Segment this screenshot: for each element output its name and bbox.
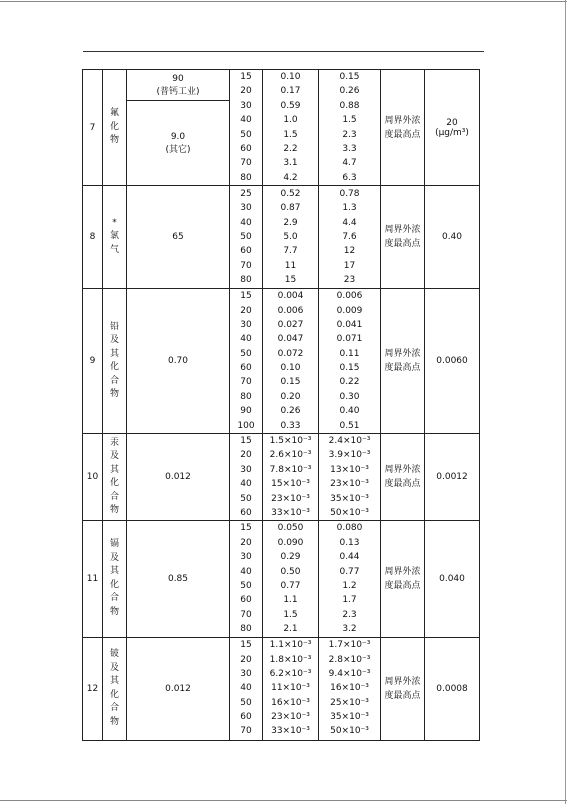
max-concentration bbox=[127, 434, 230, 521]
emission-rate-grade2-value: 23×10⁻³ bbox=[271, 712, 310, 723]
stack-height-value: 100 bbox=[237, 420, 255, 431]
pollutant-name-char: 化 bbox=[109, 478, 119, 489]
stack-height-value: 15 bbox=[240, 72, 252, 82]
row-number: 12 bbox=[83, 637, 103, 740]
monitoring-location-line: 周界外浓 bbox=[384, 465, 421, 476]
concentration-limit-value: 0.0012 bbox=[436, 472, 468, 483]
emission-rate-grade2-value: 6.2×10⁻³ bbox=[269, 668, 312, 679]
row-number: 9 bbox=[83, 289, 103, 434]
concentration-value: 0.85 bbox=[167, 573, 189, 584]
monitoring-location-line: 周界外浓 bbox=[384, 566, 421, 577]
emission-rate-grade2-value: 0.10 bbox=[280, 363, 301, 374]
stack-height bbox=[230, 70, 263, 186]
pollutant-name-char: 其 bbox=[109, 566, 119, 577]
emission-rate-grade2-value: 3.1 bbox=[283, 158, 298, 169]
concentration-value: 0.012 bbox=[165, 683, 191, 694]
emission-rate-grade3-value: 0.22 bbox=[339, 377, 360, 388]
concentration-subcell bbox=[127, 101, 229, 186]
emission-rate-grade2 bbox=[263, 521, 319, 637]
pollutant-name bbox=[103, 289, 127, 434]
emission-rate-grade2-value: 0.050 bbox=[277, 523, 304, 534]
emission-rate-grade2-value: 11 bbox=[284, 260, 297, 271]
emission-rate-grade3-value: 0.44 bbox=[339, 552, 360, 563]
emission-rate-grade2-value: 4.2 bbox=[283, 172, 298, 183]
pollutant-name-char: 及 bbox=[109, 335, 119, 346]
emission-rate-grade3-value: 7.6 bbox=[342, 231, 357, 242]
concentration-limit bbox=[425, 637, 480, 740]
concentration-limit-value: 0.40 bbox=[441, 232, 463, 243]
emission-rate-grade3 bbox=[319, 434, 381, 521]
emission-rate-grade3-value: 2.3 bbox=[342, 129, 357, 140]
stack-height-value: 60 bbox=[240, 246, 252, 257]
pollutant-name-char: 其 bbox=[109, 348, 119, 359]
pollutant-name-char: * bbox=[112, 217, 117, 228]
emission-rate-grade3-value: 1.3 bbox=[342, 203, 357, 214]
stack-height-value: 40 bbox=[240, 566, 252, 577]
stack-height-value: 50 bbox=[240, 129, 252, 140]
concentration-note: (普钙工业) bbox=[156, 86, 200, 97]
pollutant-name-char: 氯 bbox=[109, 231, 119, 242]
pollutant-name-char: 物 bbox=[109, 135, 119, 146]
emission-rate-grade2-value: 33×10⁻³ bbox=[271, 507, 310, 518]
pollutant-name-char: 铍 bbox=[109, 649, 119, 659]
emission-rate-grade3-value: 35×10⁻³ bbox=[330, 712, 369, 723]
stack-height-value: 50 bbox=[240, 580, 252, 591]
emission-rate-grade2-value: 0.072 bbox=[277, 348, 304, 359]
stack-height-value: 30 bbox=[240, 464, 252, 475]
pollutant-name bbox=[103, 186, 127, 289]
emission-rate-grade2-value: 1.5 bbox=[283, 129, 298, 140]
pollutant-row bbox=[83, 434, 480, 521]
pollutant-name-char: 及 bbox=[109, 552, 119, 563]
header-rule bbox=[83, 51, 484, 52]
pollutant-name bbox=[103, 521, 127, 637]
pollutant-row bbox=[83, 289, 480, 434]
row-number: 10 bbox=[83, 434, 103, 521]
pollutant-row bbox=[83, 637, 480, 740]
monitoring-location bbox=[381, 637, 425, 740]
concentration-value: 0.012 bbox=[165, 472, 191, 483]
monitoring-location-line: 周界外浓 bbox=[384, 676, 421, 687]
stack-height-value: 20 bbox=[240, 537, 252, 548]
stack-height-value: 70 bbox=[240, 726, 252, 737]
stack-height-value: 40 bbox=[240, 217, 252, 228]
stack-height-value: 60 bbox=[240, 595, 252, 606]
pollutant-name-char: 铅 bbox=[109, 321, 119, 332]
emission-rate-grade2-value: 33×10⁻³ bbox=[271, 726, 310, 737]
emission-rate-grade2-value: 0.33 bbox=[280, 420, 301, 431]
emission-rate-grade3-value: 1.7×10⁻³ bbox=[328, 640, 371, 651]
emission-rate-grade2-value: 0.15 bbox=[280, 377, 301, 388]
emission-rate-grade3-value: 0.13 bbox=[339, 537, 360, 548]
monitoring-location-line: 度最高点 bbox=[384, 363, 421, 374]
stack-height-value: 30 bbox=[240, 203, 252, 214]
stack-height-value: 20 bbox=[240, 86, 252, 97]
stack-height-value: 20 bbox=[240, 654, 252, 665]
monitoring-location bbox=[381, 434, 425, 521]
emission-rate-grade3 bbox=[319, 186, 381, 289]
stack-height-value: 50 bbox=[240, 231, 252, 242]
monitoring-location-line: 周界外浓 bbox=[384, 115, 421, 126]
emission-rate-grade3-value: 9.4×10⁻³ bbox=[328, 668, 371, 679]
stack-height bbox=[230, 521, 263, 637]
max-concentration bbox=[127, 70, 230, 186]
pollutant-name-char: 其 bbox=[109, 676, 119, 686]
row-number: 11 bbox=[83, 521, 103, 637]
emission-rate-grade3-value: 50×10⁻³ bbox=[330, 507, 369, 518]
emission-rate-grade2-value: 2.9 bbox=[283, 217, 298, 228]
emission-rate-grade3-value: 0.51 bbox=[339, 420, 360, 431]
row-number: 7 bbox=[83, 70, 103, 186]
emission-rate-grade2 bbox=[263, 434, 319, 521]
emission-rate-grade2-value: 15×10⁻³ bbox=[271, 479, 310, 490]
emission-rate-grade3-value: 1.2 bbox=[342, 580, 357, 591]
emission-rate-grade2-value: 0.20 bbox=[280, 391, 301, 402]
emission-rate-grade3-value: 16×10⁻³ bbox=[330, 683, 369, 694]
stack-height-value: 50 bbox=[240, 348, 252, 359]
pollutant-name-char: 物 bbox=[109, 389, 119, 400]
emission-rate-grade2-value: 1.5 bbox=[283, 609, 298, 620]
stack-height-value: 30 bbox=[240, 552, 252, 563]
stack-height-value: 30 bbox=[240, 100, 252, 111]
stack-height-value: 15 bbox=[240, 523, 252, 534]
emission-rate-grade2-value: 0.004 bbox=[277, 291, 304, 302]
emission-rate-grade3 bbox=[319, 289, 381, 434]
emission-rate-grade3-value: 2.3 bbox=[342, 609, 357, 620]
emission-rate-grade3-value: 2.4×10⁻³ bbox=[328, 436, 371, 447]
emission-rate-grade3-value: 0.071 bbox=[336, 334, 363, 345]
emission-rate-grade2-value: 7.7 bbox=[283, 246, 298, 257]
emission-rate-grade2 bbox=[263, 186, 319, 289]
pollutant-name-char: 汞 bbox=[109, 437, 119, 448]
emission-rate-grade3-value: 23 bbox=[343, 275, 356, 286]
emission-rate-grade3-value: 0.78 bbox=[339, 188, 360, 199]
emission-rate-grade3-value: 3.9×10⁻³ bbox=[328, 450, 371, 461]
concentration-limit bbox=[425, 70, 480, 186]
stack-height-value: 20 bbox=[240, 305, 252, 316]
emission-rate-grade2-value: 2.6×10⁻³ bbox=[269, 450, 312, 461]
emission-rate-grade3-value: 0.30 bbox=[339, 391, 360, 402]
stack-height-value: 30 bbox=[240, 319, 252, 330]
concentration-subcell bbox=[127, 70, 229, 101]
emission-rate-grade2 bbox=[263, 289, 319, 434]
stack-height bbox=[230, 434, 263, 521]
pollutant-name bbox=[103, 637, 127, 740]
concentration-limit-value: 0.0060 bbox=[436, 356, 468, 367]
emission-rate-grade2-value: 1.5×10⁻³ bbox=[269, 436, 312, 447]
emission-rate-grade2-value: 0.52 bbox=[280, 188, 301, 199]
monitoring-location-line: 度最高点 bbox=[384, 580, 421, 591]
max-concentration bbox=[127, 186, 230, 289]
monitoring-location bbox=[381, 70, 425, 186]
pollutant-name-char: 镉 bbox=[109, 539, 119, 550]
stack-height-value: 40 bbox=[240, 683, 252, 694]
concentration-limit bbox=[425, 186, 480, 289]
emission-rate-grade2-value: 23×10⁻³ bbox=[271, 493, 310, 504]
stack-height bbox=[230, 289, 263, 434]
max-concentration bbox=[127, 289, 230, 434]
monitoring-location-line: 度最高点 bbox=[384, 690, 421, 701]
stack-height-value: 70 bbox=[240, 609, 252, 620]
monitoring-location bbox=[381, 521, 425, 637]
max-concentration bbox=[127, 637, 230, 740]
pollutant-row bbox=[83, 521, 480, 637]
pollutant-name-char: 合 bbox=[109, 375, 119, 386]
concentration-value: 65 bbox=[172, 232, 184, 243]
pollutant-name-char: 化 bbox=[109, 689, 119, 700]
emission-rate-grade3-value: 3.2 bbox=[342, 624, 357, 635]
pollutant-name-char: 物 bbox=[109, 505, 119, 516]
concentration-value: 9.0 bbox=[170, 131, 186, 142]
emission-rate-grade3-value: 2.8×10⁻³ bbox=[328, 654, 371, 665]
concentration-limit-value: 0.0008 bbox=[436, 683, 468, 694]
monitoring-location-line: 度最高点 bbox=[384, 129, 421, 140]
emission-rate-grade3-value: 4.7 bbox=[342, 158, 357, 169]
pollutant-name-char: 合 bbox=[109, 703, 119, 713]
emission-rate-grade3 bbox=[319, 521, 381, 637]
concentration-limit bbox=[425, 289, 480, 434]
stack-height bbox=[230, 186, 263, 289]
emission-rate-grade2-value: 11×10⁻³ bbox=[271, 683, 310, 694]
pollutant-name-char: 合 bbox=[109, 491, 119, 502]
monitoring-location-line: 周界外浓 bbox=[384, 225, 421, 236]
emission-rate-grade3-value: 0.15 bbox=[339, 72, 360, 82]
stack-height-value: 80 bbox=[240, 391, 252, 402]
pollutant-name-char: 氟 bbox=[109, 108, 119, 119]
stack-height-value: 40 bbox=[240, 334, 252, 345]
emission-rate-grade2-value: 0.50 bbox=[280, 566, 301, 577]
stack-height-value: 15 bbox=[240, 640, 252, 651]
emission-rate-grade3-value: 0.88 bbox=[339, 100, 360, 111]
emission-rate-grade2-value: 5.0 bbox=[283, 231, 298, 242]
emission-rate-grade2-value: 0.17 bbox=[280, 86, 301, 97]
emission-rate-grade2-value: 0.027 bbox=[277, 319, 304, 330]
emission-rate-grade2-value: 1.0 bbox=[283, 115, 298, 126]
emission-rate-grade3-value: 50×10⁻³ bbox=[330, 726, 369, 737]
emission-rate-grade2-value: 0.87 bbox=[280, 203, 301, 214]
emission-rate-grade3-value: 0.15 bbox=[339, 363, 360, 374]
concentration-limit-value: 0.040 bbox=[439, 573, 465, 584]
emission-rate-grade2 bbox=[263, 637, 319, 740]
emission-rate-grade3 bbox=[319, 70, 381, 186]
pollutant-name-char: 化 bbox=[109, 579, 119, 590]
emission-rate-grade3-value: 23×10⁻³ bbox=[330, 479, 369, 490]
stack-height-value: 40 bbox=[240, 115, 252, 126]
emission-rate-grade2-value: 0.006 bbox=[277, 305, 304, 316]
pollutant-name-char: 物 bbox=[109, 606, 119, 617]
monitoring-location bbox=[381, 289, 425, 434]
concentration-limit-unit: (μg/m³) bbox=[435, 127, 469, 138]
emission-rate-grade2-value: 0.77 bbox=[280, 580, 301, 591]
emission-rate-grade2-value: 0.59 bbox=[280, 100, 301, 111]
page-bottom-border bbox=[0, 800, 567, 801]
emission-rate-grade3-value: 13×10⁻³ bbox=[330, 464, 369, 475]
stack-height-value: 90 bbox=[240, 406, 252, 417]
emission-rate-grade3-value: 4.4 bbox=[342, 217, 357, 228]
stack-height-value: 15 bbox=[240, 291, 252, 302]
emission-rate-grade3-value: 0.080 bbox=[336, 523, 363, 534]
concentration-value: 0.70 bbox=[167, 356, 189, 367]
stack-height-value: 70 bbox=[240, 158, 252, 169]
emission-rate-grade3-value: 0.40 bbox=[339, 406, 360, 417]
pollutant-row bbox=[83, 70, 480, 186]
emission-rate-grade3-value: 0.77 bbox=[339, 566, 360, 577]
concentration-limit-value: 20 bbox=[446, 117, 458, 128]
emission-rate-grade2-value: 0.090 bbox=[277, 537, 304, 548]
emission-rate-grade3-value: 0.041 bbox=[336, 319, 363, 330]
stack-height-value: 15 bbox=[240, 436, 252, 447]
stack-height-value: 50 bbox=[240, 493, 252, 504]
emission-rate-grade2-value: 15 bbox=[284, 275, 297, 286]
pollutant-row bbox=[83, 186, 480, 289]
monitoring-location-line: 度最高点 bbox=[384, 239, 421, 250]
emission-rate-grade3-value: 25×10⁻³ bbox=[330, 697, 369, 708]
emission-rate-grade3-value: 1.7 bbox=[342, 595, 357, 606]
emission-rate-grade3-value: 0.009 bbox=[336, 305, 363, 316]
emission-rate-grade3-value: 0.11 bbox=[339, 348, 360, 359]
emission-rate-grade2 bbox=[263, 70, 319, 186]
stack-height-value: 60 bbox=[240, 712, 252, 723]
stack-height bbox=[230, 637, 263, 740]
max-concentration bbox=[127, 521, 230, 637]
stack-height-value: 25 bbox=[240, 188, 252, 199]
stack-height-value: 60 bbox=[240, 363, 252, 374]
emission-rate-grade2-value: 1.1×10⁻³ bbox=[269, 640, 312, 651]
stack-height-value: 80 bbox=[240, 624, 252, 635]
page-top-border bbox=[0, 1, 567, 2]
emission-rate-grade3-value: 1.5 bbox=[342, 115, 357, 126]
monitoring-location-line: 周界外浓 bbox=[384, 349, 421, 360]
stack-height-value: 80 bbox=[240, 275, 252, 286]
pollutant-name-char: 其 bbox=[109, 464, 119, 475]
stack-height-value: 60 bbox=[240, 143, 252, 154]
pollutant-name-char: 物 bbox=[109, 716, 119, 727]
pollutant-name-char: 化 bbox=[109, 362, 119, 373]
row-number: 8 bbox=[83, 186, 103, 289]
concentration-limit bbox=[425, 521, 480, 637]
pollutant-name-char: 化 bbox=[109, 121, 119, 132]
emission-rate-grade2-value: 0.29 bbox=[280, 552, 301, 563]
stack-height-value: 20 bbox=[240, 450, 252, 461]
emission-rate-grade3-value: 35×10⁻³ bbox=[330, 493, 369, 504]
emission-rate-grade2-value: 1.1 bbox=[283, 595, 298, 606]
stack-height-value: 50 bbox=[240, 697, 252, 708]
emission-rate-grade3-value: 0.26 bbox=[339, 86, 360, 97]
emission-rate-grade3-value: 3.3 bbox=[342, 143, 357, 154]
emission-rate-grade3-value: 6.3 bbox=[342, 172, 357, 183]
concentration-note: (其它) bbox=[165, 144, 191, 155]
emission-rate-grade2-value: 0.047 bbox=[277, 334, 304, 345]
pollutant-name-char: 气 bbox=[109, 244, 119, 255]
stack-height-value: 30 bbox=[240, 668, 252, 679]
pollutant-name-char: 合 bbox=[109, 593, 119, 604]
emission-rate-grade2-value: 16×10⁻³ bbox=[271, 697, 310, 708]
page-right-border bbox=[565, 0, 566, 804]
concentration-value: 90 bbox=[172, 73, 184, 84]
emission-rate-grade2-value: 0.10 bbox=[280, 72, 301, 82]
emission-rate-grade2-value: 7.8×10⁻³ bbox=[269, 464, 312, 475]
concentration-limit bbox=[425, 434, 480, 521]
emission-standard-table bbox=[82, 69, 480, 741]
emission-rate-grade2-value: 0.26 bbox=[280, 406, 301, 417]
stack-height-value: 70 bbox=[240, 260, 252, 271]
pollutant-name bbox=[103, 70, 127, 186]
monitoring-location bbox=[381, 186, 425, 289]
stack-height-value: 80 bbox=[240, 172, 252, 183]
stack-height-value: 70 bbox=[240, 377, 252, 388]
pollutant-name-char: 及 bbox=[109, 662, 119, 673]
stack-height-value: 40 bbox=[240, 479, 252, 490]
emission-rate-grade3 bbox=[319, 637, 381, 740]
emission-rate-grade2-value: 2.2 bbox=[283, 143, 298, 154]
emission-rate-grade3-value: 12 bbox=[343, 246, 356, 257]
emission-rate-grade3-value: 0.006 bbox=[336, 291, 363, 302]
pollutant-name-char: 及 bbox=[109, 451, 119, 462]
monitoring-location-line: 度最高点 bbox=[384, 479, 421, 490]
pollutant-name bbox=[103, 434, 127, 521]
emission-rate-grade2-value: 1.8×10⁻³ bbox=[269, 654, 312, 665]
stack-height-value: 60 bbox=[240, 507, 252, 518]
emission-rate-grade2-value: 2.1 bbox=[283, 624, 298, 635]
emission-rate-grade3-value: 17 bbox=[343, 260, 356, 271]
